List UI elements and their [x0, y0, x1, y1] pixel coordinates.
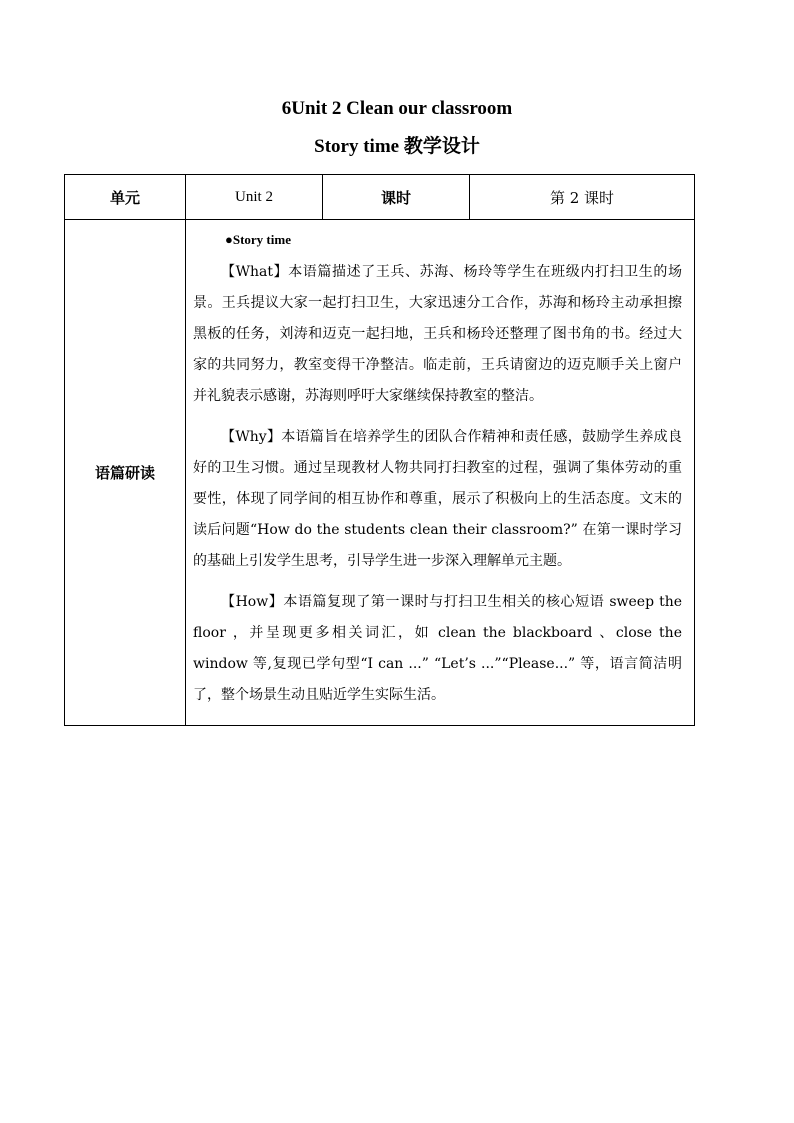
what-paragraph: 【What】本语篇描述了王兵、苏海、杨玲等学生在班级内打扫卫生的场景。王兵提议大家一起打扫卫生，大家迅速分工合作，苏海和杨玲主动承担擦黑板的任务，刘涛和迈克一起扫地，王兵和杨玲还整理了图书角的书。经过大家的共同努力，教室变得干净整洁。临走前，王兵请窗边的迈克顺手关上窗户并礼貌表示感谢，苏海则呼吁大家继续保持教室的整洁。 — [193, 264, 682, 404]
lesson-plan-table — [64, 174, 695, 726]
section-label-cell: 语篇研读 — [65, 220, 186, 726]
period-value-cell: 第 2 课时 — [470, 175, 695, 220]
section-content-cell — [186, 220, 695, 726]
how-paragraph: 【How】本语篇复现了第一课时与打扫卫生相关的核心短语 sweep the floor ，并呈现更多相关词汇，如 clean the blackboard 、close the window 等,复现已学句型“I can ...” “Let’s ...”“Please...” 等，语言简洁明了，整个场景生动且贴近学生实际生活。 — [193, 594, 682, 703]
why-paragraph: 【Why】本语篇旨在培养学生的团队合作精神和责任感，鼓励学生养成良好的卫生习惯。通过呈现教材人物共同打扫教室的过程，强调了集体劳动的重要性，体现了同学间的相互协作和尊重，展示了积极向上的生活态度。文末的读后问题“How do the students clean their classroom?” 在第一课时学习的基础上引发学生思考，引导学生进一步深入理解单元主题。 — [193, 429, 682, 569]
document-title: 6Unit 2 Clean our classroom — [281, 98, 513, 119]
story-time-bullet: ●Story time — [225, 232, 291, 247]
period-label-cell: 课时 — [323, 175, 470, 220]
unit-value-cell: Unit 2 — [186, 175, 323, 220]
document-subtitle: Story time 教学设计 — [314, 136, 480, 157]
unit-label-cell: 单元 — [65, 175, 186, 220]
table-content-row — [65, 220, 695, 726]
table-header-row — [65, 175, 695, 220]
